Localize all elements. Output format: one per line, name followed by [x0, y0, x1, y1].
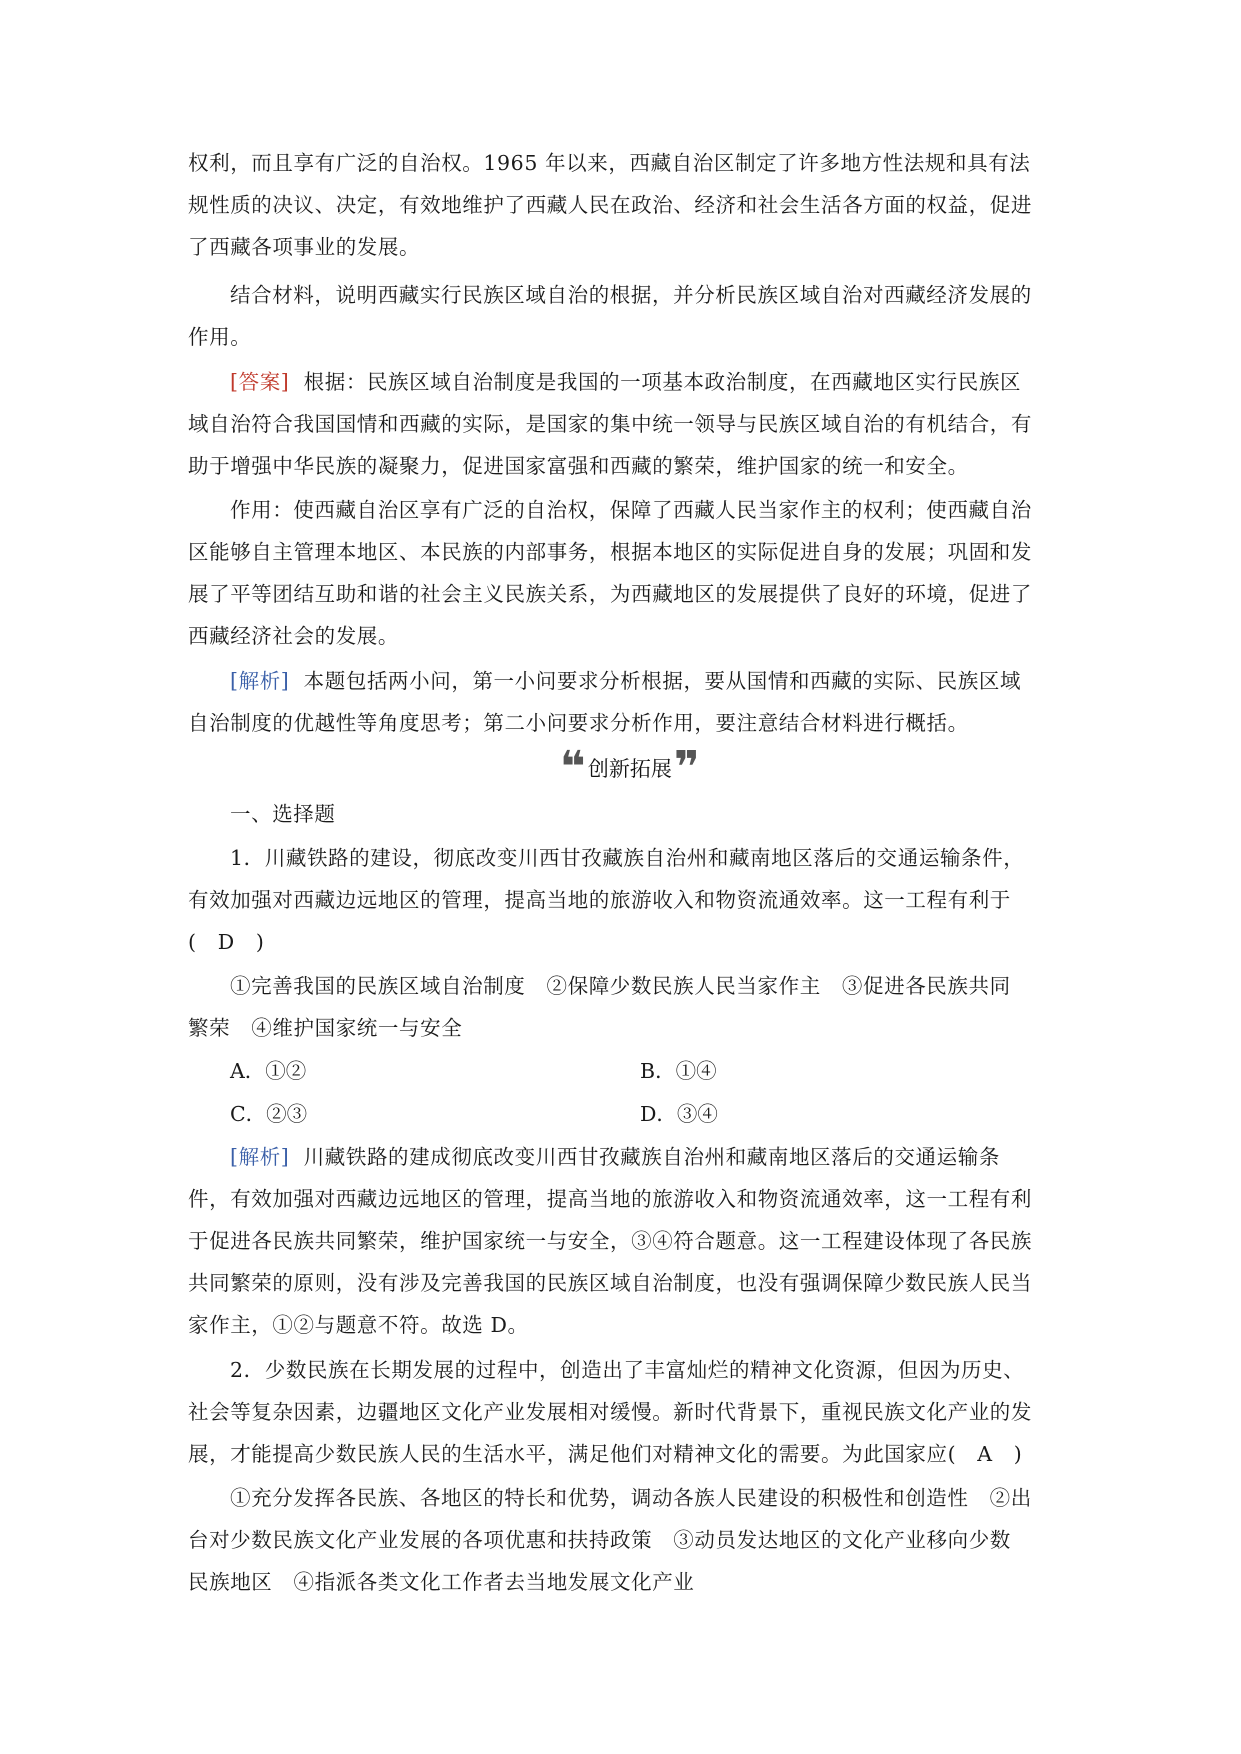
q1-analysis-line: 于促进各民族共同繁荣，维护国家统一与安全，③④符合题意。这一工程建设体现了各民族 [188, 1229, 1032, 1253]
q1-option-d: D．③④ [640, 1102, 718, 1126]
answer-line [230, 369, 1058, 395]
q2-items-line: ①充分发挥各民族、各地区的特长和优势，调动各族人民建设的积极性和创造性 ②出 [230, 1486, 1032, 1510]
q1-analysis-line: 家作主，①②与题意不符。故选 D。 [188, 1313, 529, 1337]
q1-analysis-line [230, 1144, 1058, 1170]
q1-option-b: B．①④ [640, 1059, 717, 1083]
answer-tag: [答案] [230, 370, 290, 394]
answer-line: 西藏经济社会的发展。 [188, 624, 399, 648]
section-heading [560, 742, 700, 793]
q1-answer-bracket: ( D ) [188, 930, 265, 954]
section-heading-text: 创新拓展 [587, 757, 672, 781]
question-line: 结合材料，说明西藏实行民族区域自治的根据，并分析民族区域自治对西藏经济发展的 [230, 283, 1032, 307]
q1-option-a: A．①② [230, 1059, 307, 1083]
q1-items-line: 繁荣 ④维护国家统一与安全 [188, 1016, 463, 1040]
analysis-line: 自治制度的优越性等角度思考；第二小问要求分析作用，要注意结合材料进行概括。 [188, 711, 969, 735]
q1-stem-line: 1．川藏铁路的建设，彻底改变川西甘孜藏族自治州和藏南地区落后的交通运输条件， [230, 846, 1025, 870]
answer-line: 作用：使西藏自治区享有广泛的自治权，保障了西藏人民当家作主的权利；使西藏自治 [230, 498, 1032, 522]
question-line: 作用。 [188, 325, 252, 349]
q1-analysis-line: 共同繁荣的原则，没有涉及完善我国的民族区域自治制度，也没有强调保障少数民族人民当 [188, 1271, 1032, 1295]
answer-line: 域自治符合我国国情和西藏的实际，是国家的集中统一领导与民族区域自治的有机结合，有 [188, 412, 1032, 436]
paragraph-line: 了西藏各项事业的发展。 [188, 235, 421, 259]
analysis-tag: [解析] [230, 669, 290, 693]
answer-line: 展了平等团结互助和谐的社会主义民族关系，为西藏地区的发展提供了良好的环境，促进了 [188, 582, 1032, 606]
analysis-line [230, 668, 1058, 694]
section-type: 一、选择题 [230, 802, 336, 826]
analysis-text: 本题包括两小问，第一小问要求分析根据，要从国情和西藏的实际、民族区域 [303, 669, 1022, 693]
q2-stem-line: 社会等复杂因素，边疆地区文化产业发展相对缓慢。新时代背景下，重视民族文化产业的发 [188, 1400, 1032, 1424]
q2-items-line: 民族地区 ④指派各类文化工作者去当地发展文化产业 [188, 1570, 695, 1594]
q2-stem-line: 2．少数民族在长期发展的过程中，创造出了丰富灿烂的精神文化资源，但因为历史、 [230, 1358, 1025, 1382]
paragraph-line: 规性质的决议、决定，有效地维护了西藏人民在政治、经济和社会生活各方面的权益，促进 [188, 193, 1032, 217]
answer-line: 助于增强中华民族的凝聚力，促进国家富强和西藏的繁荣，维护国家的统一和安全。 [188, 454, 969, 478]
paragraph-line: 权利，而且享有广泛的自治权。1965 年以来，西藏自治区制定了许多地方性法规和具有法 [188, 151, 1031, 175]
q1-items-line: ①完善我国的民族区域自治制度 ②保障少数民族人民当家作主 ③促进各民族共同 [230, 974, 1011, 998]
answer-text: 根据：民族区域自治制度是我国的一项基本政治制度，在西藏地区实行民族区 [303, 370, 1022, 394]
q2-stem-line: 展，才能提高少数民族人民的生活水平，满足他们对精神文化的需要。为此国家应( A ) [188, 1442, 1023, 1466]
open-quote-icon: ❝ [560, 742, 586, 793]
analysis-tag: [解析] [230, 1145, 290, 1169]
answer-line: 区能够自主管理本地区、本民族的内部事务，根据本地区的实际促进自身的发展；巩固和发 [188, 540, 1032, 564]
q1-analysis-text: 川藏铁路的建成彻底改变川西甘孜藏族自治州和藏南地区落后的交通运输条 [303, 1145, 1000, 1169]
close-quote-icon: ❞ [673, 742, 700, 793]
q1-analysis-line: 件，有效加强对西藏边远地区的管理，提高当地的旅游收入和物资流通效率，这一工程有利 [188, 1187, 1032, 1211]
q1-option-c: C．②③ [230, 1102, 308, 1126]
q2-items-line: 台对少数民族文化产业发展的各项优惠和扶持政策 ③动员发达地区的文化产业移向少数 [188, 1528, 1011, 1552]
q1-stem-line: 有效加强对西藏边远地区的管理，提高当地的旅游收入和物资流通效率。这一工程有利于 [188, 888, 1011, 912]
